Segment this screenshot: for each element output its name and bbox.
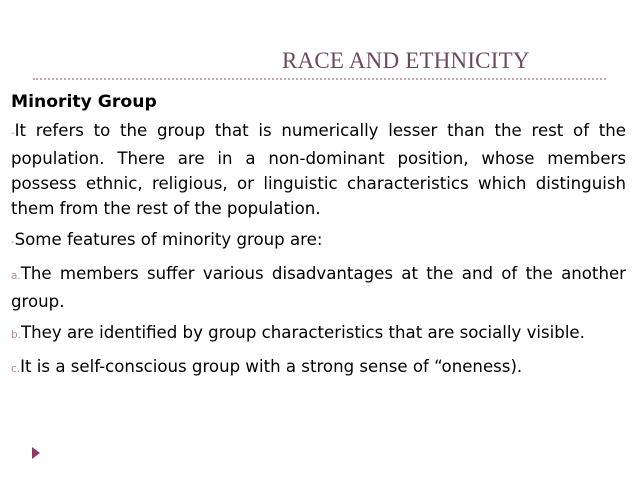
triangle-right-icon bbox=[32, 447, 40, 459]
list-item-text: The members suffer various disadvantages at the and of the another group. bbox=[11, 264, 626, 311]
slide-title: RACE AND ETHNICITY bbox=[282, 48, 530, 73]
bullet-marker: - bbox=[11, 128, 15, 139]
bullet-paragraph-features bbox=[11, 227, 626, 255]
list-item-text: They are identified by group characteristics that are socially visible. bbox=[21, 323, 585, 342]
slide-content bbox=[11, 90, 626, 388]
list-item-a bbox=[11, 261, 626, 314]
list-marker: c. bbox=[11, 363, 21, 375]
section-heading: Minority Group bbox=[11, 92, 157, 112]
list-marker: a. bbox=[11, 270, 21, 282]
bullet-text: It refers to the group that is numerically lesser than the rest of the population. There are in a non-dominant position, whose members possess ethnic, religious, or linguistic characteristics which distinguish them from the rest of the population. bbox=[11, 121, 626, 218]
bullet-text: Some features of minority group are: bbox=[14, 230, 323, 249]
title-divider bbox=[33, 78, 606, 80]
list-marker: b. bbox=[11, 329, 22, 341]
bullet-paragraph-definition bbox=[11, 118, 626, 221]
list-item-c bbox=[11, 354, 626, 382]
bullet-marker: - bbox=[11, 237, 15, 248]
list-item-text: It is a self-conscious group with a strong sense of “oneness). bbox=[20, 357, 523, 376]
list-item-b bbox=[11, 320, 626, 348]
